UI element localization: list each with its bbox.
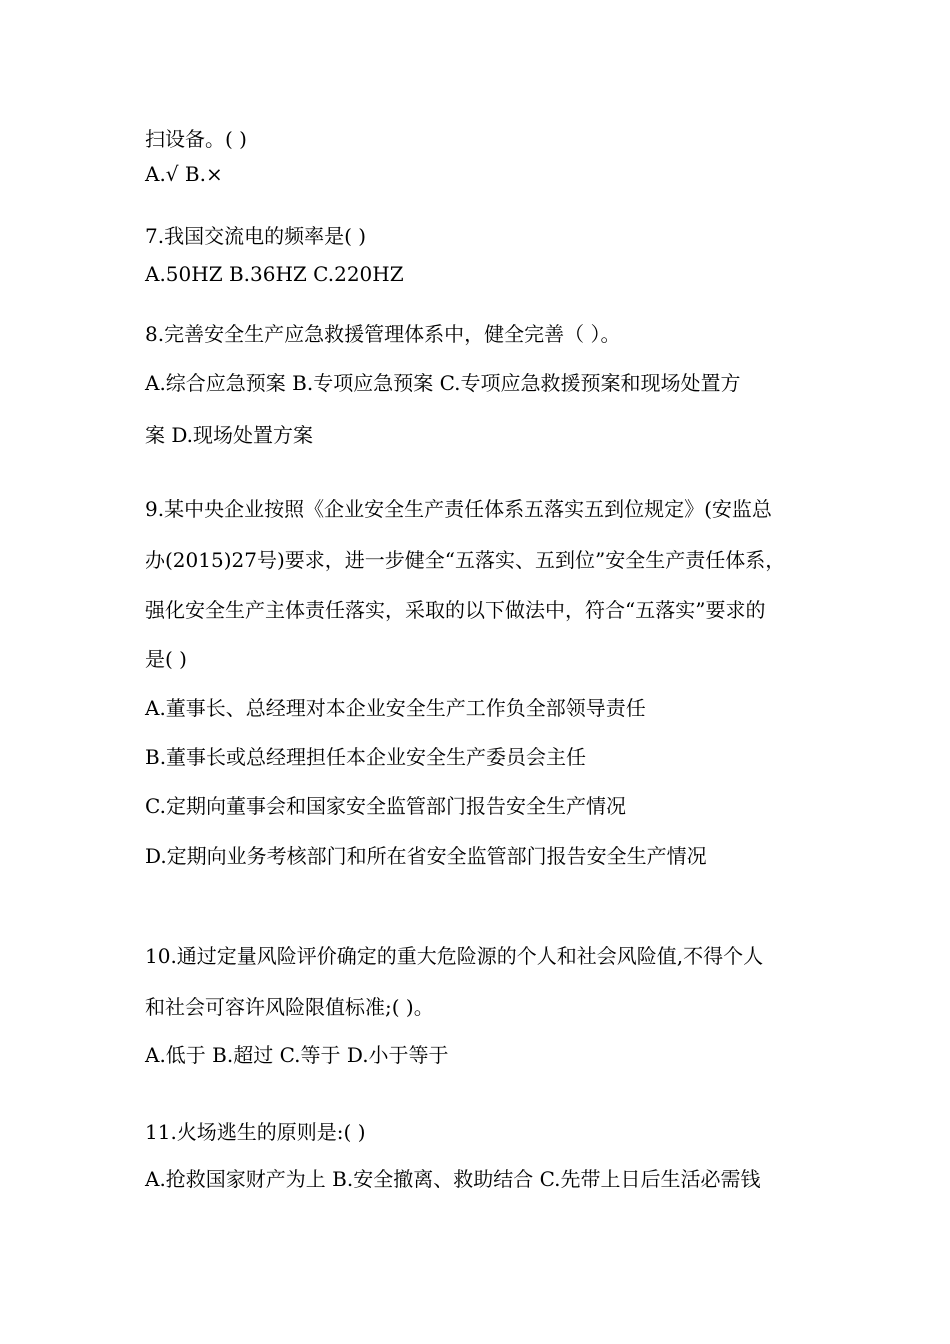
- q8-options-line-2: 案 D.现场处置方案: [145, 423, 314, 447]
- q7-question: 7.我国交流电的频率是( ): [145, 224, 367, 248]
- q9-option-c: C.定期向董事会和国家安全监管部门报告安全生产情况: [145, 794, 626, 818]
- q6-options: A.√ B.×: [145, 162, 223, 186]
- q9-question-line-1: 9.某中央企业按照《企业安全生产责任体系五落实五到位规定》(安监总: [145, 497, 772, 521]
- q9-question-line-3: 强化安全生产主体责任落实，采取的以下做法中，符合“五落实”要求的: [145, 598, 766, 622]
- q9-option-b: B.董事长或总经理担任本企业安全生产委员会主任: [145, 745, 587, 769]
- q8-question: 8.完善安全生产应急救援管理体系中，健全完善（ ）。: [145, 322, 621, 346]
- q9-option-d: D.定期向业务考核部门和所在省安全监管部门报告安全生产情况: [145, 844, 707, 868]
- q10-options: A.低于 B.超过 C.等于 D.小于等于: [145, 1043, 449, 1067]
- q9-option-a: A.董事长、总经理对本企业安全生产工作负全部领导责任: [145, 696, 646, 720]
- q9-question-line-2: 办(2015)27号)要求，进一步健全“五落实、五到位”安全生产责任体系，: [145, 548, 786, 572]
- q10-question-line-2: 和社会可容许风险限值标准;( )。: [145, 995, 434, 1019]
- q6-text-continuation: 扫设备。( ): [145, 127, 247, 151]
- q9-question-line-4: 是( ): [145, 647, 187, 671]
- q8-options-line-1: A.综合应急预案 B.专项应急预案 C.专项应急救援预案和现场处置方: [145, 371, 741, 395]
- q7-options: A.50HZ B.36HZ C.220HZ: [145, 262, 404, 286]
- q10-question-line-1: 10.通过定量风险评价确定的重大危险源的个人和社会风险值,不得个人: [145, 944, 764, 968]
- q11-question: 11.火场逃生的原则是:( ): [145, 1120, 366, 1144]
- q11-options: A.抢救国家财产为上 B.安全撤离、救助结合 C.先带上日后生活必需钱: [145, 1167, 761, 1191]
